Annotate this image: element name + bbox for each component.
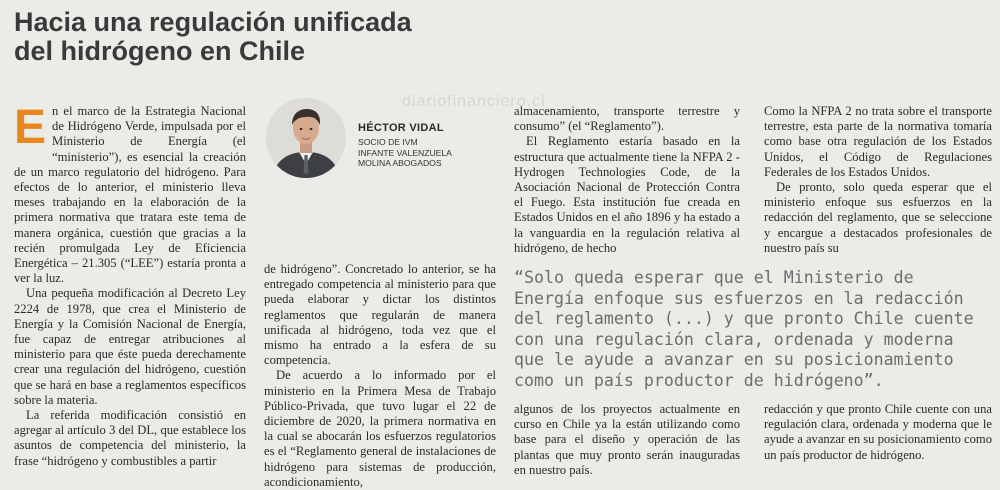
paragraph: La referida modificación consistió en agregar al artículo 3 del DL, que establece los asuntos de competencia del ministerio, la frase “hidrógeno y combustibles a partir bbox=[14, 408, 246, 468]
drop-cap: E bbox=[14, 101, 47, 154]
paragraph: Como la NFPA 2 no trata sobre el transporte terrestre, esta parte de la normativa tomaría como base otra regulación de los Estados Unidos, el Código de Regulaciones Federales de los Estados Unidos. bbox=[764, 104, 992, 179]
headline-line-2: del hidrógeno en Chile bbox=[14, 36, 306, 66]
role-line: SOCIO DE IVM bbox=[358, 137, 418, 147]
author-name: HÉCTOR VIDAL bbox=[358, 122, 444, 134]
paragraph: algunos de los proyectos actualmente en curso en Chile ya la están utilizando como base para el diseño y operación de las plantas que muy pronto serán inauguradas en nuestro país. bbox=[514, 402, 740, 477]
article-column-3 bbox=[514, 104, 740, 256]
paragraph-intro: En el marco de la Estrategia Nacional de Hidrógeno Verde, impulsada por el Ministerio de Energía (el “ministerio”), es esencial la creación de un marco regulatorio del hidrógeno. Para efectos de lo anterior, el ministerio lleva meses trabajando en la elaboración de la primera normativa que tratara este tema de manera orgánica, cuestión que gracias a la recién promulgada Ley de Eficiencia Energética – 21.305 (“LEE”) estaría pronta a ver la luz. bbox=[14, 101, 246, 286]
role-line: INFANTE VALENZUELA bbox=[358, 147, 452, 158]
author-photo bbox=[266, 98, 346, 178]
headline-line-1: Hacia una regulación unificada bbox=[14, 7, 412, 37]
article-column-3-continued bbox=[514, 402, 740, 478]
article-headline bbox=[14, 8, 434, 66]
author-role bbox=[358, 137, 508, 169]
paragraph: redacción y que pronto Chile cuente con una regulación clara, ordenada y moderna que le ayude a avanzar en su posicionamiento como un país productor de hidrógeno. bbox=[764, 402, 993, 462]
article-column-2 bbox=[264, 262, 496, 490]
article-column-4 bbox=[764, 104, 992, 256]
paragraph: Una pequeña modificación al Decreto Ley 2224 de 1978, que crea el Ministerio de Energía y la Comisión Nacional de Energía, fue capaz de entregar atribuciones al ministerio para que éste pueda derechamente crear una regulación del hidrógeno, cuestión que se hará en base a reglamentos específicos sobre la materia. bbox=[14, 286, 246, 407]
paragraph: almacenamiento, transporte terrestre y consumo” (el “Reglamento”). bbox=[514, 104, 740, 134]
paragraph: De acuerdo a lo informado por el ministerio en la Primera Mesa de Trabajo Público-Privada, que tuvo lugar el 22 de diciembre de 2020, la primera normativa en la cual se abocarán los esfuerzos regulatorios es el “Reglamento general de instalaciones de hidrógeno para sistemas de producción, acondicionamiento, bbox=[264, 368, 496, 489]
paragraph: De pronto, solo queda esperar que el ministerio enfoque sus esfuerzos en la redacción del reglamento, que se seleccione y encargue a destacados profesionales de nuestro país su bbox=[764, 180, 992, 255]
article-column-4-continued bbox=[764, 402, 992, 463]
role-line: MOLINA ABOGADOS bbox=[358, 158, 442, 168]
paragraph: El Reglamento estaría basado en la estructura que actualmente tiene la NFPA 2 - Hydrogen Technologies Code, de la Asociación Nacional de Protección Contra el Fuego. Esta institución fue creada en Estados Unidos en el año 1896 y ha estado a la vanguardia en la regulación relativa al hidrógeno, de hecho bbox=[514, 134, 740, 255]
article-column-1 bbox=[14, 101, 246, 469]
site-watermark: diariofinanciero.cl bbox=[402, 93, 546, 110]
pull-quote: “Solo queda esperar que el Ministerio de Energía enfoque sus esfuerzos en la redacción del reglamento (...) y que pronto Chile cuente con una regulación clara, ordenada y moderna que le ayude a avanzar en su posicionamiento como un país productor de hidrógeno”. bbox=[514, 268, 974, 390]
paragraph: de hidrógeno”. Concretado lo anterior, se ha entregado competencia al ministerio para que pueda elaborar y dictar los distintos reglamentos que regularán de manera unificada al hidrógeno, toda vez que el mismo ha entrado a la esfera de su competencia. bbox=[264, 262, 496, 368]
